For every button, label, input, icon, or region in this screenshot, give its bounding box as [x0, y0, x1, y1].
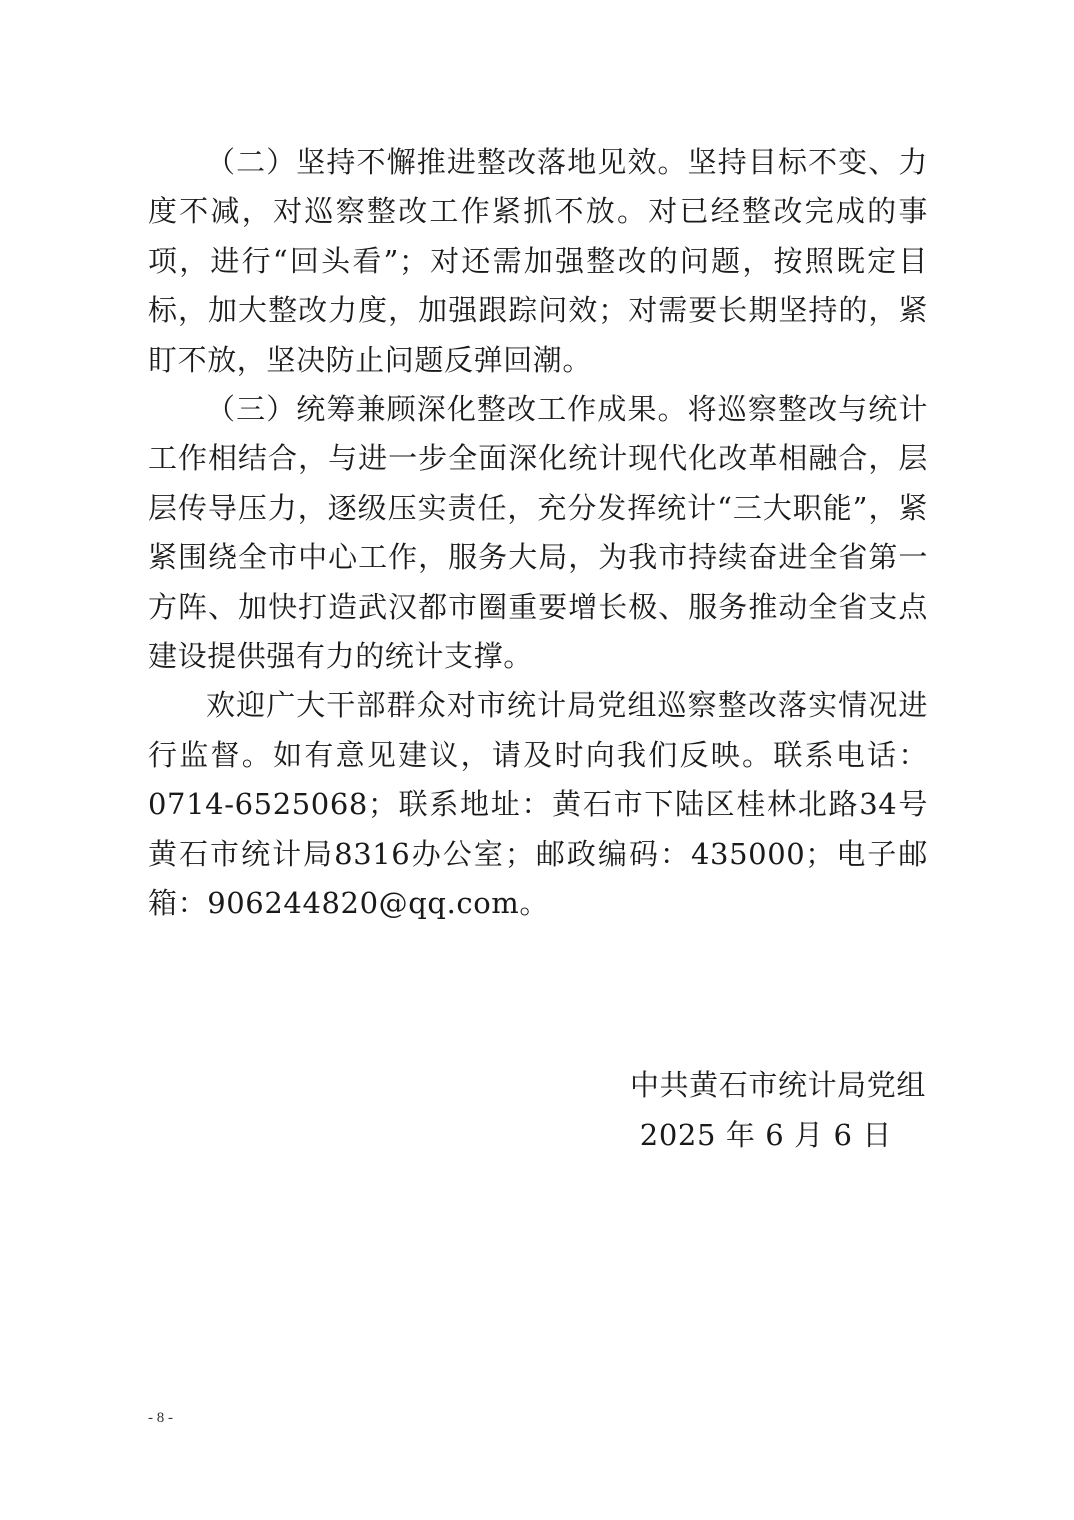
paragraph-text: 欢迎广大干部群众对市统计局党组巡察整改落实情况进行监督。如有意见建议，请及时向我们反映。联系电话：0714-6525068；联系地址：黄石市下陆区桂林北路34号黄石市统计局8316办公室；邮政编码：435000；电子邮箱：906244820@qq.com。 [148, 688, 928, 921]
signature-date: 2025 年 6 月 6 日 [639, 1118, 892, 1152]
paragraph-heading: （三）统筹兼顾深化整改工作成果。 [206, 392, 688, 427]
paragraph-text: 坚持目标不变、力度不减，对巡察整改工作紧抓不放。对已经整改完成的事项，进行“回头看”；对还需加强整改的问题，按照既定目标，加大整改力度，加强跟踪问效；对需要长期坚持的，紧盯不放，坚决防止问题反弹回潮。 [148, 145, 928, 377]
document-body [148, 138, 928, 929]
paragraph-deepen-results [148, 385, 928, 681]
page-number: - 8 - [148, 1410, 173, 1426]
paragraph-rectification-implementation [148, 138, 928, 385]
paragraph-contact-information [148, 681, 928, 928]
signature-block [630, 1060, 926, 1160]
paragraph-heading: （二）坚持不懈推进整改落地见效。 [206, 145, 688, 179]
paragraph-text: 将巡察整改与统计工作相结合，与进一步全面深化统计现代化改革相融合，层层传导压力，逐级压实责任，充分发挥统计“三大职能”，紧紧围绕全市中心工作，服务大局，为我市持续奋进全省第一方阵、加快打造武汉都市圈重要增长极、服务推动全省支点建设提供强有力的统计支撑。 [148, 392, 928, 674]
signature-organization: 中共黄石市统计局党组 [629, 1068, 926, 1102]
